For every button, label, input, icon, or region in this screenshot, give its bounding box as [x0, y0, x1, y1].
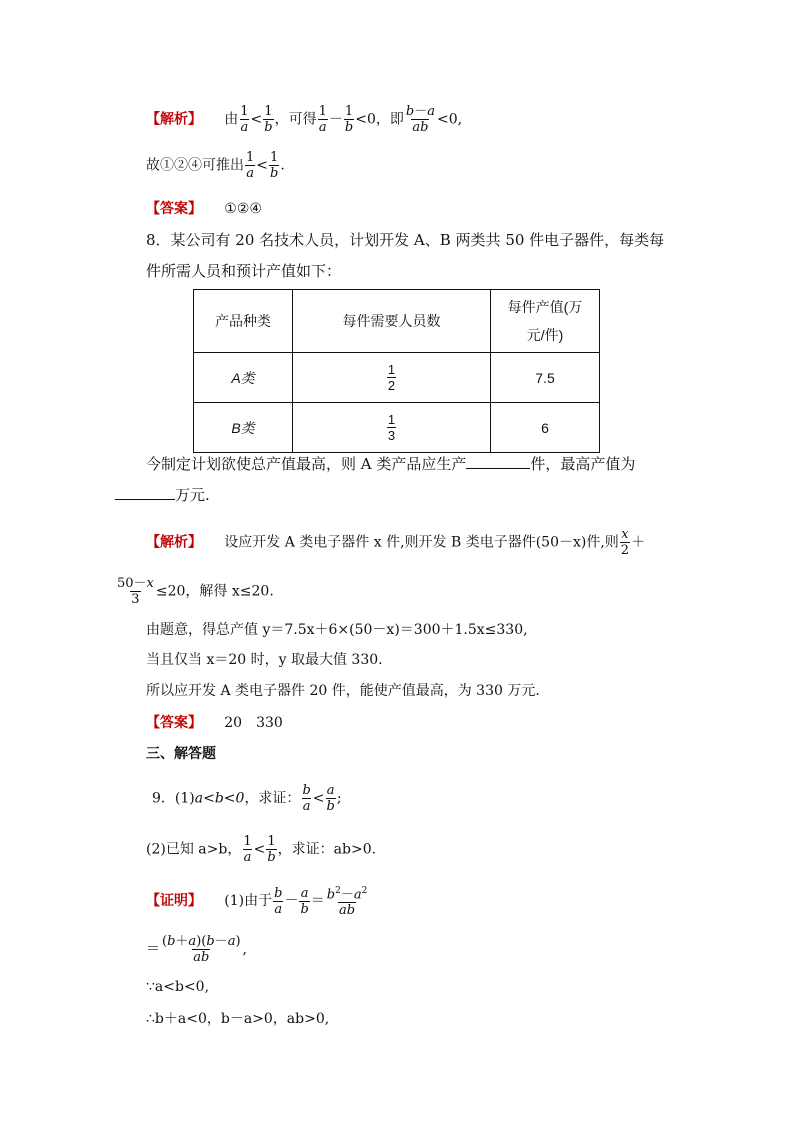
- fraction-1-over-a: $\frac{1}{a}$: [318, 104, 327, 135]
- fraction-x-over-2: $\frac{x}{2}$: [620, 527, 630, 558]
- q8-answer-line: [146, 713, 283, 732]
- answer-tag: 【答案】: [146, 200, 202, 216]
- q8-data-table: [193, 289, 600, 453]
- fraction-1-over-a: $\frac{1}{a}$: [243, 834, 252, 865]
- analysis-tag: 【解析】: [146, 110, 202, 127]
- q7-analysis-line2: 故①②④可推出 $\frac{1}{a}$ < $\frac{1}{b}$ .: [146, 150, 285, 181]
- table-cell-people: [293, 353, 491, 403]
- q8-stem-line2: 件所需人员和预计产值如下：: [146, 262, 342, 280]
- q9-part2-line: (2)已知 a>b， $\frac{1}{a}$ < $\frac{1}{b}$ ，求证：ab>0.: [146, 834, 377, 865]
- table-cell-value: 6: [491, 403, 600, 453]
- q7-line2-prefix: 故①②④可推出: [146, 157, 244, 174]
- analysis-tag: 【解析】: [146, 533, 202, 550]
- q7-analysis-end: <0,: [436, 111, 463, 128]
- q8-analysis-line1: 【解析】 设应开发 A 类电子器件 x 件,则开发 B 类电子器件(50－x)件,则 $\frac{x}{2}$ ＋: [146, 527, 646, 558]
- q7-analysis-mid2: <0，即: [355, 111, 404, 128]
- answer-tag: 【答案】: [146, 714, 202, 730]
- q8-answer: 20 330: [224, 715, 283, 731]
- table-cell-type: B类: [194, 403, 293, 453]
- q9-part1-line: 9．(1)a<b<0，求证： $\frac{b}{a}$ < $\frac{a}{b}$ ;: [152, 783, 342, 814]
- proof-tag: 【证明】: [146, 892, 202, 909]
- q8-analysis-text2: ≤20，解得 x≤20.: [155, 583, 274, 600]
- fraction-people-b: $\frac{1}{3}$: [387, 412, 396, 443]
- fraction-people-a: $\frac{1}{2}$: [387, 362, 396, 393]
- q8-question-line1: [146, 455, 635, 473]
- q7-analysis-line: 【解析】 由 $\frac{1}{a}$ < $\frac{1}{b}$ ，可得 $\frac{1}{a}$ － $\frac{1}{b}$ <0，即 $\frac{b-a}{ab}$ <0,: [146, 104, 463, 135]
- fraction-1-over-b: $\frac{1}{b}$: [267, 834, 276, 865]
- fraction-1-over-b: $\frac{1}{b}$: [270, 150, 279, 181]
- q9-part1-prefix: 9．(1): [152, 790, 195, 807]
- fraction-product-over-ab: $\frac{(b+a)(b-a)}{ab}$: [162, 934, 241, 965]
- fraction-1-over-a: $\frac{1}{a}$: [240, 104, 249, 135]
- answer-blank-1[interactable]: [466, 456, 530, 469]
- q8-analysis-line2: [115, 576, 274, 607]
- answer-blank-2[interactable]: [115, 487, 175, 500]
- fraction-1-over-b: $\frac{1}{b}$: [264, 104, 273, 135]
- table-cell-value: 7.5: [491, 353, 600, 403]
- fraction-50-minus-x-over-3: $\frac{50-x}{3}$: [117, 576, 154, 607]
- q9-part1-mid: ，求证：: [244, 790, 301, 807]
- q8-analysis-line3: 由题意，得总产值 y＝7.5x＋6×(50－x)＝300＋1.5x≤330,: [146, 622, 528, 638]
- fraction-b-minus-a-over-ab: $\frac{b-a}{ab}$: [405, 104, 435, 135]
- q9-proof-intro: (1)由于: [224, 893, 273, 910]
- table-header-row: [194, 290, 600, 353]
- q8-stem-line1: 8．某公司有 20 名技术人员，计划开发 A、B 两类共 50 件电子器件，每类每: [146, 231, 665, 249]
- table-header-cell: 每件产值(万 元/件): [491, 290, 600, 353]
- q7-analysis-mid: ，可得: [274, 111, 317, 128]
- q8-analysis-text: 设应开发 A 类电子器件 x 件,则开发 B 类电子器件(50－x)件,则: [224, 534, 619, 551]
- fraction-b-over-a: $\frac{b}{a}$: [302, 783, 311, 814]
- fraction-1-over-a: $\frac{1}{a}$: [246, 150, 255, 181]
- q7-analysis-prefix: 由: [224, 111, 239, 128]
- table-header-cell: 产品种类: [194, 290, 293, 353]
- table-row: [194, 353, 600, 403]
- q9-proof-line2-end: ,: [242, 941, 247, 958]
- fraction-1-over-b: $\frac{1}{b}$: [344, 104, 354, 135]
- q9-proof-line2: ＝ $\frac{(b+a)(b-a)}{ab}$ ,: [146, 934, 247, 965]
- table-header-cell: 每件需要人员数: [293, 290, 491, 353]
- q7-answer-line: [146, 199, 262, 218]
- q8-question-text-b: 件，最高产值为: [530, 455, 636, 473]
- q9-proof-line4: ∴b＋a<0，b－a>0，ab>0,: [146, 1011, 330, 1027]
- q8-question-line2: [115, 486, 210, 504]
- fraction-a-over-b: $\frac{a}{b}$: [300, 885, 309, 917]
- table-row: [194, 403, 600, 453]
- q7-answer: ①②④: [224, 201, 262, 217]
- q9-part2-prefix: (2)已知 a>b，: [146, 841, 242, 858]
- table-cell-type: A类: [194, 353, 293, 403]
- fraction-b-over-a: $\frac{b}{a}$: [274, 885, 283, 917]
- q8-analysis-line5: 所以应开发 A 类电子器件 20 件，能使产值最高，为 330 万元.: [146, 683, 540, 699]
- q8-question-text-c: 万元.: [175, 486, 210, 504]
- q8-analysis-line4: 当且仅当 x＝20 时，y 取最大值 330.: [146, 652, 383, 668]
- fraction-b2-minus-a2-over-ab: $\frac{b^2-a^2}{ab}$: [326, 886, 368, 919]
- q9-part1-condition: a<b<0: [194, 790, 245, 807]
- q9-proof-line3: ∵a<b<0,: [146, 979, 210, 995]
- q8-question-text-a: 今制定计划欲使总产值最高，则 A 类产品应生产: [146, 455, 467, 473]
- fraction-a-over-b: $\frac{a}{b}$: [326, 783, 335, 814]
- table-cell-people: [293, 403, 491, 453]
- section-title: 三、解答题: [146, 745, 216, 761]
- q9-proof-line1: 【证明】 (1)由于 $\frac{b}{a}$ － $\frac{a}{b}$ ＝ $\frac{b^2-a^2}{ab}$: [146, 885, 368, 919]
- q9-part2-end: ，求证：ab>0.: [277, 841, 377, 858]
